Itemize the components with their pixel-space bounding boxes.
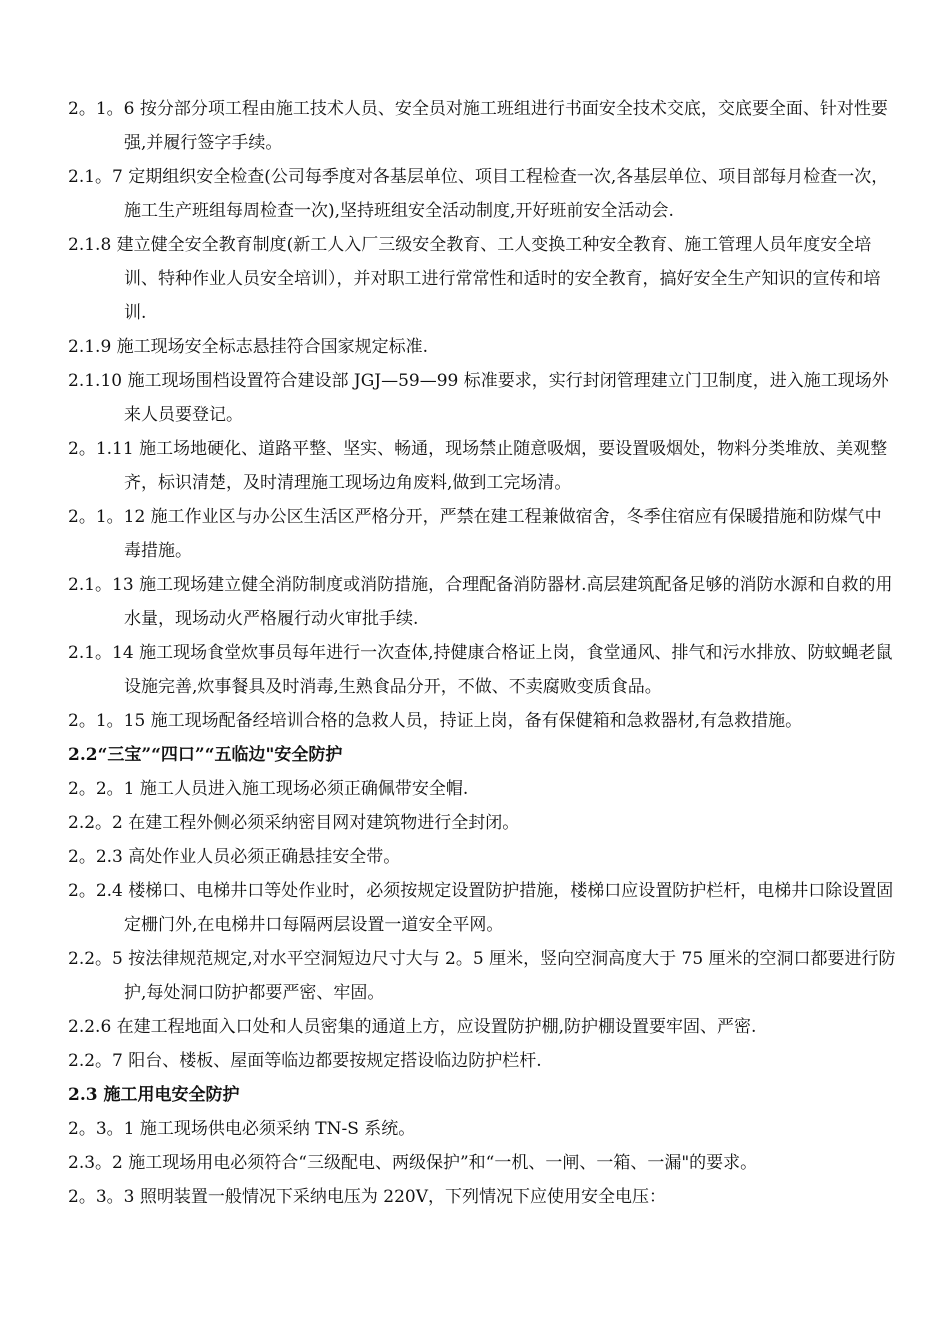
clause-2-3-3: 2。3。3 照明装置一般情况下采纳电压为 220V，下列情况下应使用安全电压： bbox=[68, 1187, 666, 1207]
clause-2-1-13: 2.1。13 施工现场建立健全消防制度或消防措施，合理配备消防器材.高层建筑配备足够的消防水源和自救的用水量，现场动火严格履行动火审批手续. bbox=[68, 575, 893, 629]
clause-2-1-15: 2。1。15 施工现场配备经培训合格的急救人员，持证上岗，备有保健箱和急救器材,有急救措施。 bbox=[68, 711, 803, 731]
clause-2-1-6: 2。1。6 按分部分项工程由施工技术人员、安全员对施工班组进行书面安全技术交底，交底要全面、针对性要强,并履行签字手续。 bbox=[68, 99, 888, 153]
clause-2-2-3: 2。2.3 高处作业人员必须正确悬挂安全带。 bbox=[68, 847, 401, 867]
clause-2-1-11: 2。1.11 施工场地硬化、道路平整、坚实、畅通，现场禁止随意吸烟，要设置吸烟处，物料分类堆放、美观整齐，标识清楚，及时清理施工现场边角废料,做到工完场清。 bbox=[68, 439, 888, 493]
clause-2-3-1: 2。3。1 施工现场供电必须采纳 TN-S 系统。 bbox=[68, 1119, 416, 1139]
clause-2-1-10: 2.1.10 施工现场围档设置符合建设部 JGJ—59—99 标准要求，实行封闭管理建立门卫制度，进入施工现场外来人员要登记。 bbox=[68, 371, 889, 425]
clause-2-2-1: 2。2。1 施工人员进入施工现场必须正确佩带安全帽. bbox=[68, 779, 469, 799]
clause-2-3-2: 2.3。2 施工现场用电必须符合“三级配电、两级保护”和“一机、一闸、一箱、一漏"的要求。 bbox=[68, 1153, 758, 1173]
clause-2-2-6: 2.2.6 在建工程地面入口处和人员密集的通道上方，应设置防护棚,防护棚设置要牢固、严密. bbox=[68, 1017, 757, 1037]
document-body bbox=[68, 92, 898, 1214]
clause-2-2-7: 2.2。7 阳台、楼板、屋面等临边都要按规定搭设临边防护栏杆. bbox=[68, 1051, 542, 1071]
clause-2-1-7: 2.1。7 定期组织安全检查(公司每季度对各基层单位、项目工程检查一次,各基层单位、项目部每月检查一次，施工生产班组每周检查一次),坚持班组安全活动制度,开好班前安全活动会. bbox=[68, 167, 889, 221]
clause-2-2-5: 2.2。5 按法律规范规定,对水平空洞短边尺寸大与 2。5 厘米，竖向空洞高度大于 75 厘米的空洞口都要进行防护,每处洞口防护都要严密、牢固。 bbox=[68, 949, 896, 1003]
clause-2-1-14: 2.1。14 施工现场食堂炊事员每年进行一次查体,持健康合格证上岗，食堂通风、排气和污水排放、防蚊蝇老鼠设施完善,炊事餐具及时消毒,生熟食品分开，不做、不卖腐败变质食品。 bbox=[68, 643, 893, 697]
section-heading-2-2: 2.2“三宝”“四口”“五临边"安全防护 bbox=[68, 745, 343, 765]
clause-2-1-8: 2.1.8 建立健全安全教育制度(新工人入厂三级安全教育、工人变换工种安全教育、施工管理人员年度安全培训、特种作业人员安全培训），并对职工进行常常性和适时的安全教育，搞好安全生产知识的宣传和培训. bbox=[68, 235, 881, 323]
clause-2-2-2: 2.2。2 在建工程外侧必须采纳密目网对建筑物进行全封闭。 bbox=[68, 813, 520, 833]
section-heading-2-3: 2.3 施工用电安全防护 bbox=[68, 1085, 240, 1105]
clause-2-2-4: 2。2.4 楼梯口、电梯井口等处作业时，必须按规定设置防护措施，楼梯口应设置防护栏杆，电梯井口除设置固定栅门外,在电梯井口每隔两层设置一道安全平网。 bbox=[68, 881, 894, 935]
clause-2-1-12: 2。1。12 施工作业区与办公区生活区严格分开，严禁在建工程兼做宿舍，冬季住宿应有保暖措施和防煤气中毒措施。 bbox=[68, 507, 882, 561]
clause-2-1-9: 2.1.9 施工现场安全标志悬挂符合国家规定标准. bbox=[68, 337, 429, 357]
